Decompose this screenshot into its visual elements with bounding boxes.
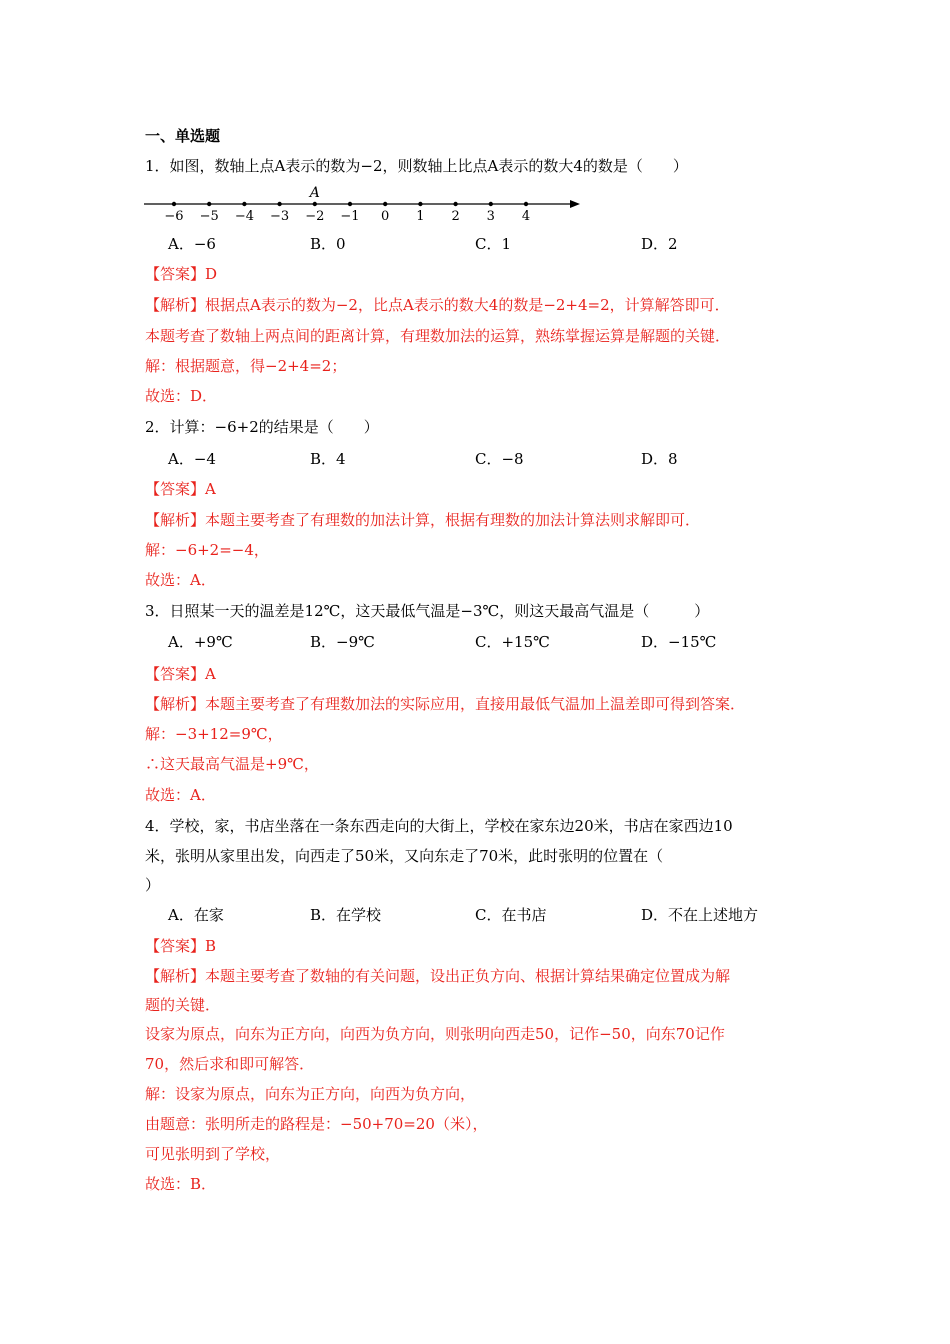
q2-option-a[interactable]: A．−4 bbox=[168, 450, 216, 468]
number-line-tick bbox=[524, 202, 528, 206]
question-4-stem-line: 米，张明从家里出发，向西走了50米，又向东走了70米，此时张明的位置在（ bbox=[145, 847, 664, 865]
q4-analysis-line: 题的关键． bbox=[145, 996, 221, 1014]
number-line-tick bbox=[313, 202, 317, 206]
number-line-tick-label: 4 bbox=[521, 209, 531, 224]
q4-option-a[interactable]: A．在家 bbox=[168, 906, 224, 924]
number-line-tick-label: −1 bbox=[340, 209, 360, 224]
number-line-tick-label: 0 bbox=[381, 209, 390, 224]
number-line-arrow bbox=[570, 200, 580, 208]
q4-analysis-line: 解：设家为原点，向东为正方向，向西为负方向， bbox=[145, 1085, 476, 1103]
number-line-tick-label: −5 bbox=[199, 209, 219, 224]
number-line-tick-label: −6 bbox=[164, 209, 184, 224]
number-line-tick bbox=[383, 202, 387, 206]
number-line-tick-label: −2 bbox=[305, 209, 325, 224]
q1-option-b[interactable]: B．0 bbox=[310, 235, 346, 253]
q4-analysis-line: 故选：B． bbox=[145, 1175, 217, 1193]
q2-option-b[interactable]: B．4 bbox=[310, 450, 346, 468]
number-line-tick bbox=[348, 202, 352, 206]
q1-option-d[interactable]: D．2 bbox=[641, 235, 678, 253]
q2-analysis-line: 【解析】本题主要考查了有理数的加法计算，根据有理数的加法计算法则求解即可． bbox=[145, 511, 701, 529]
number-line-tick bbox=[242, 202, 246, 206]
q3-option-a[interactable]: A．+9℃ bbox=[168, 633, 233, 651]
q3-analysis-line: 【解析】本题主要考查了有理数加法的实际应用，直接用最低气温加上温差即可得到答案． bbox=[145, 695, 746, 713]
q3-analysis-line: 故选：A． bbox=[145, 786, 216, 804]
number-line-tick bbox=[207, 202, 211, 206]
number-line-tick-label: −4 bbox=[234, 209, 254, 224]
q2-option-d[interactable]: D．8 bbox=[641, 450, 678, 468]
number-line bbox=[140, 182, 590, 226]
q4-analysis-line: 70，然后求和即可解答． bbox=[145, 1055, 315, 1073]
number-line-tick-label: 2 bbox=[451, 209, 460, 224]
q2-answer: 【答案】A bbox=[145, 480, 216, 498]
q3-option-c[interactable]: C．+15℃ bbox=[475, 633, 550, 651]
q3-answer: 【答案】A bbox=[145, 665, 216, 683]
number-line-tick-label: 3 bbox=[486, 209, 495, 224]
question-1-stem: 1．如图，数轴上点A表示的数为−2，则数轴上比点A表示的数大4的数是（ ） bbox=[145, 157, 688, 175]
number-line-tick bbox=[489, 202, 493, 206]
q4-analysis-line: 可见张明到了学校， bbox=[145, 1145, 281, 1163]
q1-option-c[interactable]: C．1 bbox=[475, 235, 512, 253]
q4-analysis-line: 【解析】本题主要考查了数轴的有关问题，设出正负方向、根据计算结果确定位置成为解 bbox=[145, 967, 731, 985]
q4-option-c[interactable]: C．在书店 bbox=[475, 906, 547, 924]
number-line-tick bbox=[453, 202, 457, 206]
q2-analysis-line: 解：−6+2=−4， bbox=[145, 541, 269, 559]
q3-analysis-line: ∴这天最高气温是+9℃， bbox=[145, 755, 319, 773]
q1-analysis-line: 故选：D． bbox=[145, 387, 218, 405]
number-line-tick-label: −3 bbox=[270, 209, 290, 224]
q4-analysis-line: 由题意：张明所走的路程是：−50+70=20（米）， bbox=[145, 1115, 488, 1133]
number-line-tick-label: 1 bbox=[416, 209, 425, 224]
number-line-tick bbox=[277, 202, 281, 206]
q4-answer: 【答案】B bbox=[145, 937, 217, 955]
q2-analysis-line: 故选：A． bbox=[145, 571, 216, 589]
q1-analysis-line: 【解析】根据点A表示的数为−2，比点A表示的数大4的数是−2+4=2，计算解答即可． bbox=[145, 296, 730, 314]
question-4-stem-line: 4．学校，家，书店坐落在一条东西走向的大街上，学校在家东边20米，书店在家西边10 bbox=[145, 817, 733, 835]
q1-answer: 【答案】D bbox=[145, 265, 218, 283]
q4-analysis-line: 设家为原点，向东为正方向，向西为负方向，则张明向西走50，记作−50，向东70记作 bbox=[145, 1025, 725, 1043]
number-line-tick bbox=[172, 202, 176, 206]
question-3-stem: 3．日照某一天的温差是12℃，这天最低气温是−3℃，则这天最高气温是（ ） bbox=[145, 602, 710, 620]
q1-analysis-line: 本题考查了数轴上两点间的距离计算，有理数加法的运算，熟练掌握运算是解题的关键． bbox=[145, 327, 731, 345]
q1-option-a[interactable]: A．−6 bbox=[168, 235, 216, 253]
q2-option-c[interactable]: C．−8 bbox=[475, 450, 524, 468]
q4-option-d[interactable]: D．不在上述地方 bbox=[641, 906, 759, 924]
q1-analysis-line: 解：根据题意，得−2+4=2； bbox=[145, 357, 347, 375]
q4-option-b[interactable]: B．在学校 bbox=[310, 906, 382, 924]
point-a-label: A bbox=[309, 185, 320, 201]
section-title: 一、单选题 bbox=[145, 127, 221, 145]
number-line-tick bbox=[418, 202, 422, 206]
q3-analysis-line: 解：−3+12=9℃， bbox=[145, 725, 283, 743]
q3-option-b[interactable]: B．−9℃ bbox=[310, 633, 375, 651]
q3-option-d[interactable]: D．−15℃ bbox=[641, 633, 717, 651]
question-4-stem-line: ） bbox=[145, 876, 161, 894]
question-2-stem: 2．计算：−6+2的结果是（ ） bbox=[145, 418, 379, 436]
